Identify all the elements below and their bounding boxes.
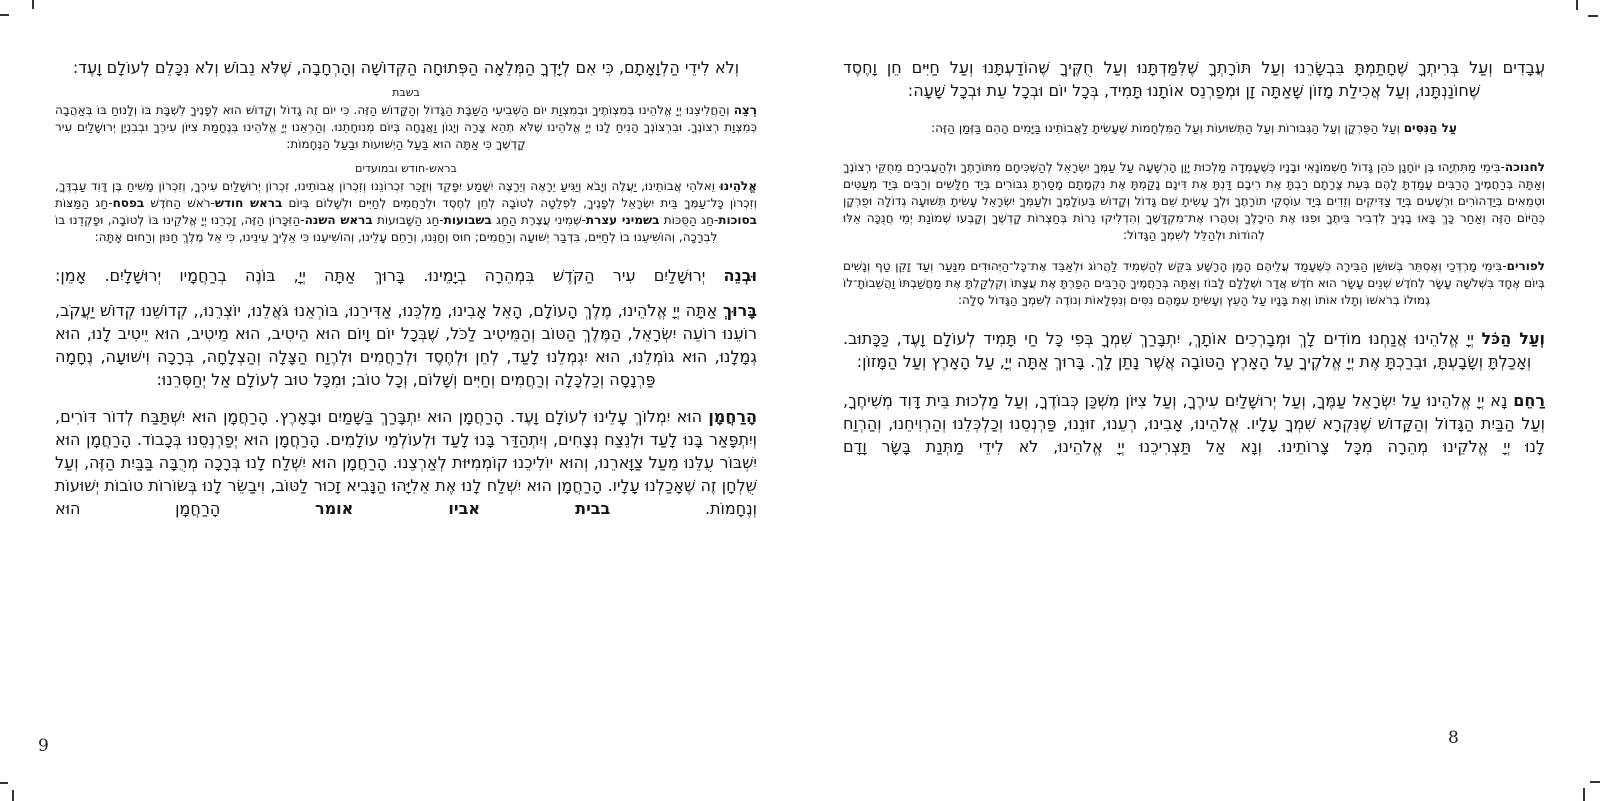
right-page: [843, 56, 1545, 458]
crop-mark-bottom-left-horizontal: [0, 782, 8, 784]
paragraph-harachaman: הָרַחֲמָן הוּא יִמְלוֹךְ עָלֵינוּ לְעוֹלָם וָעֶד. הָרַחֲמָן הוּא יִתְבָּרַךְ בַּשָּׁמַיִם וּבָאָרֶץ. הָרַחֲמָן הוּא יִשְׁתַּבַּח לְדוֹר דּוֹרִים, וְיִתְפָּאַר בָּנוּ לָעַד וּלְנֵצַח נְצָחִים, וְיִתְהַדַּר בָּנוּ לָעַד וּלְעוֹלְמֵי עוֹלָמִים. הָרַחֲמָן הוּא יְפַרְנְסֵנוּ בְּכָבוֹד. הָרַחֲמָן הוּא יִשְׁבּוֹר עֻלֵּנוּ מֵעַל צַוָּארֵנוּ, וְהוּא יוֹלִיכֵנוּ קוֹמְמִיּוּת לְאַרְצֵנוּ. הָרַחֲמָן הוּא יִשְׁלַח לָנוּ בְּרָכָה מְרֻבָּה בַּבַּיִת הַזֶּה, וְעַל שֻׁלְחָן זֶה שֶׁאָכַלְנוּ עָלָיו. הָרַחֲמָן הוּא יִשְׁלַח לָנוּ אֶת אֵלִיָּהוּ הַנָּבִיא זָכוּר לַטּוֹב, וִיבַשֵּׂר לָנוּ בְּשׂוֹרוֹת טוֹבוֹת יְשׁוּעוֹת וְנֶחָמוֹת. בבית אביו אומר הָרַחֲמָן הוּא: [55, 407, 757, 518]
crop-mark-bottom-left-vertical: [12, 790, 14, 801]
paragraph-baruch-hatov-vehameitiv: בָּרוּךְ אַתָּה יְיָ אֱלֹהֵינוּ, מֶלֶךְ הָעוֹלָם, הָאֵל אָבִינוּ, מַלְכֵּנוּ, אַדִּירֵנוּ, בּוֹרְאֵנוּ גֹּאֲלֵנוּ, יוֹצְרֵנוּ,, קְדוֹשֵׁנוּ קְדוֹשׁ יַעֲקֹב, רוֹעֵנוּ רוֹעֵה יִשְׂרָאֵל, הַמֶּלֶךְ הַטּוֹב וְהַמֵּיטִיב לַכֹּל, שֶׁבְּכָל יוֹם וָיוֹם הוּא הֵיטִיב, הוּא מֵיטִיב, הוּא יֵיטִיב לָנוּ, הוּא גְמָלָנוּ, הוּא גוֹמְלֵנוּ, הוּא יִגְמְלֵנוּ לָעַד, לְחֵן וּלְחֶסֶד וּלְרַחֲמִים וּלְרֶוַח הַצָּלָה וְהַצְלָחָה, בְּרָכָה וִישׁוּעָה, נֶחָמָה פַּרְנָסָה וְכַלְכָּלָה וְרַחֲמִים וְחַיִּים וְשָׁלוֹם, וְכָל טוֹב; וּמִכָּל טוּב לְעוֹלָם אַל יְחַסְּרֵנוּ:: [55, 301, 757, 389]
paragraph-yaaleh-veyavo: אֱלֹהֵינוּ וֵאלֹהֵי אֲבוֹתֵינוּ, יַעֲלֶה וְיָבֹא וְיַגִּיעַ יֵרָאֶה וְיֵרָצֶה יִשָּׁמַע יִפָּקֵד וְיִזָּכֵר זִכְרוֹנֵנוּ וְזִכְרוֹן אֲבוֹתֵינוּ, זִכְרוֹן יְרוּשָׁלַיִם עִירֶךָ, וְזִכְרוֹן מָשִׁיחַ בֶּן דָּוִד עַבְדֶּךָ, וְזִכְרוֹן כָּל־עַמְּךָ בֵּית יִשְׂרָאֵל לְפָנֶיךָ, לִפְלֵטָה לְטוֹבָה לְחֵן לְחֶסֶד וּלְרַחֲמִים לְחַיִּים וּלְשָׁלוֹם בְּיוֹם בראש חודש-רֹאשׁ הַחֹדֶשׁ בפסח-חַג הַמַּצּוֹת בסוכות-חַג הַסֻּכּוֹת בשמיני עצרת-שְׁמִינִי עֲצֶרֶת הַחַג בשבועות-חַג הַשָּׁבוּעוֹת בראש השנה-הַזִּכָּרוֹן הַזֶּה, זָכְרֵנוּ יְיָ אֱלֹקֵינוּ בּוֹ לְטוֹבָה, וּפָקְדֵנוּ בוֹ לִבְרָכָה, וְהוֹשִׁיעֵנוּ בוֹ לְחַיִּים, בִּדְבַר יְשׁוּעָה וְרַחֲמִים; חוּס וְחָנֵּנוּ, וְרַחֵם עָלֵינוּ, וְהוֹשִׁיעֵנוּ כִּי אֵלֶיךָ עֵינֵינוּ, כִּי אֵל מֶלֶךְ חַנּוּן וְרַחוּם אָתָּה:: [55, 179, 757, 244]
crop-mark-top-right-vertical: [1576, 0, 1578, 10]
paragraph-retzei: רְצֵה וְהַחֲלִיצֵנוּ יְיָ אֱלֹהֵינוּ בְּמִצְוֹתֶיךָ וּבְמִצְוַת יוֹם הַשְּׁבִיעִי הַשַּׁבָּת הַגָּדוֹל וְהַקָּדוֹשׁ הַזֶּה. כִּי יוֹם זֶה גָדוֹל וְקָדוֹשׁ הוּא לְפָנֶיךָ לִשְׁבָּת בּוֹ וְלָנוּחַ בּוֹ בְּאַהֲבָה כְּמִצְוַת רְצוֹנֶךָ. וּבִרְצוֹנְךָ הָנִיחַ לָנוּ יְיָ אֱלֹהֵינוּ שֶׁלֹּא תְהֵא צָרָה וְיָגוֹן וַאֲנָחָה בְּיוֹם מְנוּחָתֵנוּ. וְהַרְאֵנוּ יְיָ אֱלֹהֵינוּ בְּנֶחָמַת צִיּוֹן עִירֶךָ וּבְבִנְיַן יְרוּשָׁלַיִם עִיר קָדְשֶׁךָ כִּי אַתָּה הוּא בַּעַל הַיְשׁוּעוֹת וּבַעַל הַנֶּחָמוֹת:: [55, 103, 757, 151]
section-heading-rosh-chodesh-and-festivals: בראש-חודש ובמועדים: [355, 162, 457, 175]
paragraph-rachem: רַחֵם נָא יְיָ אֱלֹהֵינוּ עַל יִשְׂרָאֵל עַמֶּךָ, וְעַל יְרוּשָׁלַיִם עִירֶךָ, וְעַל צִיּוֹן מִשְׁכַּן כְּבוֹדֶךָ, וְעַל מַלְכוּת בֵּית דָּוִד מְשִׁיחֶךָ, וְעַל הַבַּיִת הַגָּדוֹל וְהַקָּדוֹשׁ שֶׁנִּקְרָא שִׁמְךָ עָלָיו. אֱלֹהֵינוּ, אָבִינוּ, רְעֵנוּ, זוּנֵנוּ, פַּרְנְסֵנוּ וְכַלְכְּלֵנוּ וְהַרְוִיחֵנוּ, וְהַרְוַח לָנוּ יְיָ אֱלֹקֵינוּ מְהֵרָה מִכָּל צָרוֹתֵינוּ. וְנָא אַל תַּצְרִיכֵנוּ יְיָ אֱלֹהֵינוּ, לֹא לִידֵי מַתְּנַת בָּשָׂר וָדָם: [843, 391, 1545, 456]
section-heading-shabbat: בשבת: [392, 86, 420, 99]
crop-mark-bottom-right-vertical: [1583, 788, 1585, 801]
paragraph-veal-hakol: וְעַל הַכֹּל יְיָ אֱלֹהֵינוּ אֲנַחְנוּ מוֹדִים לָךְ וּמְבָרְכִים אוֹתָךְ, יִתְבָּרַךְ שִׁמְךָ בְּפִי כָּל חַי תָּמִיד לְעוֹלָם וָעֶד, כַּכָּתוּב. וְאָכַלְתָּ וְשָׂבָעְתָּ, וּבֵרַכְתָּ אֶת יְיָ אֱלֹקֶיךָ עַל הָאָרֶץ הַטּוֹבָה אֲשֶׁר נָתַן לָךְ. בָּרוּךְ אַתָּה יְיָ, עַל הָאָרֶץ וְעַל הַמָּזוֹן:: [843, 329, 1546, 371]
page-number-right: 8: [1448, 728, 1459, 748]
crop-mark-bottom-right-horizontal: [1590, 781, 1600, 783]
crop-mark-top-left-horizontal: [0, 14, 9, 16]
page-number-left: 9: [38, 736, 49, 756]
crop-mark-top-right-horizontal: [1588, 15, 1598, 17]
crop-mark-top-left-vertical: [32, 0, 34, 9]
paragraph-velo-lidei-continuation: וְלֹא לִידֵי הַלְוָאָתָם, כִּי אִם לְיָדְךָ הַמְּלֵאָה הַפְּתוּחָה הַקְּדוֹשָׁה וְהָרְחָבָה, שֶׁלֹּא נֵבוֹשׁ וְלֹא נִכָּלֵם לְעוֹלָם וָעֶד:: [72, 58, 740, 77]
paragraph-avadim-continuation: עֲבָדִים וְעַל בְּרִיתְךָ שֶׁחָתַמְתָּ בִּבְשָׂרֵנוּ וְעַל תּוֹרָתְךָ שֶׁלִּמַּדְתָּנוּ וְעַל חֻקֶּיךָ שֶׁהוֹדַעְתָּנוּ וְעַל חַיִּים חֵן וָחֶסֶד שֶׁחוֹנַנְתָּנוּ, וְעַל אֲכִילַת מָזוֹן שָׁאַתָּה זָן וּמְפַרְנֵס אוֹתָנוּ תָּמִיד, בְּכָל יוֹם וּבְכָל עֵת וּבְכָל שָׁעָה:: [843, 58, 1545, 100]
paragraph-purim-insert: לפורים-בִּימֵי מָרְדְּכַי וְאֶסְתֵּר בְּשׁוּשַׁן הַבִּירָה כְּשֶׁעָמַד עֲלֵיהֶם הָמָן הָרָשָׁע בִּקֵּשׁ לְהַשְׁמִיד לַהֲרוֹג וּלְאַבֵּד אֶת־כָּל־הַיְּהוּדִים מִנַּעַר וְעַד זָקֵן טַף וְנָשִׁים בְּיוֹם אֶחָד בִּשְׁלשָׁה עָשָׂר לְחֹדֶשׁ שְׁנֵים עָשָׂר הוּא חֹדֶשׁ אֲדָר וּשְׁלָלָם לָבוֹז וְאַתָּה בְּרַחֲמֶיךָ הָרַבִּים הֵפַרְתָּ אֶת עֲצָתוֹ וְקִלְקַלְתָּ אֶת מַחֲשַׁבְתּוֹ וַהֲשֵׁבוֹתָ־לוֹ גְמוּלוֹ בְרֹאשׁוֹ וְתָלוּ אוֹתוֹ וְאֶת בָּנָיו עַל הָעֵץ וְעָשִׂיתָ עִמָּהֶם נִסִּים וְנִפְלָאוֹת וְנוֹדֶה לְשִׁמְךָ הַגָּדוֹל סֶלָה:: [843, 259, 1545, 307]
paragraph-al-hanisim: עַל הַנִּסִּים וְעַל הַפֻּרְקָן וְעַל הַגְּבוּרוֹת וְעַל הַתְּשׁוּעוֹת וְעַל הַמִּלְחָמוֹת שֶׁעָשִׂיתָ לַאֲבוֹתֵינוּ בַּיָּמִים הָהֵם בַּזְּמַן הַזֶּה:: [931, 121, 1457, 135]
paragraph-chanukah-insert: לחנוכה-בִּימֵי מַתִּתְיָהוּ בֶּן יוֹחָנָן כֹּהֵן גָּדוֹל חַשְׁמוֹנָאִי וּבָנָיו כְּשֶׁעָמְדָה מַלְכוּת יָוָן הָרְשָׁעָה עַל עַמְּךָ יִשְׂרָאֵל לְהַשְׁכִּיחָם מִתּוֹרָתֶךָ וּלְהַעֲבִירָם מֵחֻקֵּי רְצוֹנֶךָ וְאַתָּה בְּרַחֲמֶיךָ הָרַבִּים עָמַדְתָּ לָהֶם בְּעֵת צָרָתָם רַבְתָּ אֶת רִיבָם דַּנְתָּ אֶת דִּינָם נָקַמְתָּ אֶת נִקְמָתָם מָסַרְתָּ גִבּוֹרִים בְּיַד חַלָּשִׁים וְרַבִּים בְּיַד מְעַטִּים וּטְמֵאִים בְּיַדְהוֹרִים וּרְשָׁעִים בְּיַד צַדִּיקִים וְזֵדִים בְּיַד עוֹסְקֵי תוֹרָתֶךָ וּלְךָ עָשִׂיתָ שֵׁם גָּדוֹל וְקָדוֹשׁ בְּעוֹלָמֶךָ וּלְעַמְּךָ יִשְׂרָאֵל עָשִׂיתָ תְּשׁוּעָה גְדוֹלָה וּפֻרְקָן כְּהַיּוֹם הַזֶּה וְאַחַר כָּךְ בָּאוּ בָנֶיךָ לִדְבִיר בֵּיתֶךָ וּפִנּוּ אֶת הֵיכָלֶךָ וְטִהֲרוּ אֶת־מִקְדָּשֶׁךָ וְהִדְלִיקוּ נֵרוֹת בְּחַצְרוֹת קָדְשֶׁךָ וְקָבְעוּ שְׁמוֹנַת יְמֵי חֲנֻכָּה אֵלּוּ לְהוֹדוֹת וּלְהַלֵּל לְשִׁמְךָ הַגָּדוֹל:: [843, 160, 1545, 242]
paragraph-uvnei-yerushalayim: וּבְנֵה יְרוּשָׁלַיִם עִיר הַקֹּדֶשׁ בִּמְהֵרָה בְיָמֵינוּ. בָּרוּךְ אַתָּה יְיָ, בּוֹנֶה בְרַחֲמָיו יְרוּשָׁלָיִם. אָמֵן:: [55, 266, 757, 285]
left-page: [55, 56, 757, 520]
